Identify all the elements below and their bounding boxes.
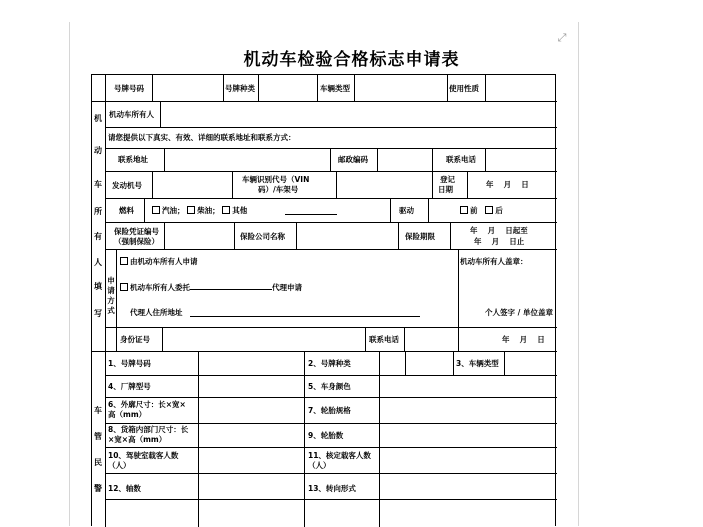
- apply-agent-option[interactable]: [120, 282, 302, 292]
- apply-agent-prefix: 机动车所有人委托: [130, 283, 190, 292]
- label-agent-address: 代理人住所地址: [130, 308, 183, 317]
- side-label-owner-1: 机: [94, 114, 102, 123]
- side-label-police-4: 警: [94, 484, 102, 493]
- checkbox-other-fuel[interactable]: [222, 206, 230, 214]
- reg-date-value: 年 月 日: [486, 180, 529, 189]
- label-plate-type: 号牌种类: [225, 84, 255, 93]
- checkbox-gasoline[interactable]: [152, 206, 160, 214]
- drive-front-label: 前: [470, 206, 478, 215]
- fuel-diesel-label: 柴油；: [197, 206, 220, 215]
- side-label-owner-3: 车: [94, 180, 102, 189]
- checkbox-diesel[interactable]: [187, 206, 195, 214]
- label-insurance-no-2: （强制保险）: [114, 237, 159, 246]
- police-f1: 1、号牌号码: [108, 359, 151, 368]
- fuel-other-label: 其他: [232, 206, 248, 215]
- police-f6-2: 高（mm）: [108, 410, 147, 419]
- side-label-owner-8: 写: [94, 309, 102, 318]
- contact-notice: 请您提供以下真实、有效、详细的联系地址和联系方式：: [108, 133, 296, 142]
- period-start: 年 月 日起至: [470, 226, 528, 235]
- label-postcode: 邮政编码: [338, 155, 368, 164]
- drive-options[interactable]: [460, 206, 503, 215]
- label-reg-date-1: 登记: [440, 175, 455, 184]
- label-reg-date-2: 日期: [438, 185, 453, 194]
- application-form: [91, 74, 556, 526]
- checkbox-drive-rear[interactable]: [485, 206, 493, 214]
- label-agent-phone: 联系电话: [369, 335, 399, 344]
- apply-side-2: 请: [107, 286, 115, 295]
- police-f10-2: （人）: [108, 461, 131, 470]
- police-f8-1: 8、货箱内部门尺寸：长: [108, 425, 189, 434]
- fuel-options[interactable]: [152, 206, 247, 215]
- side-label-police-1: 车: [94, 406, 102, 415]
- label-usage: 使用性质: [449, 84, 479, 93]
- expand-icon[interactable]: ⤢: [557, 31, 567, 44]
- side-label-police-2: 管: [94, 432, 102, 441]
- sign-date: 年 月 日: [502, 335, 545, 344]
- side-label-owner-6: 人: [94, 258, 102, 267]
- police-f12: 12、轴数: [108, 484, 141, 493]
- checkbox-apply-self[interactable]: [120, 257, 128, 265]
- police-f4: 4、厂牌型号: [108, 382, 151, 391]
- apply-side-1: 申: [107, 276, 115, 285]
- police-f3: 3、车辆类型: [456, 359, 499, 368]
- checkbox-apply-agent[interactable]: [120, 283, 128, 291]
- police-f10-1: 10、驾驶室载客人数: [108, 451, 179, 460]
- label-signature: 个人签字 / 单位盖章: [485, 308, 553, 317]
- label-owner-seal: 机动车所有人盖章：: [460, 257, 528, 266]
- label-engine-no: 发动机号: [112, 181, 142, 190]
- side-label-owner-4: 所: [94, 207, 102, 216]
- police-f9: 9、轮胎数: [308, 431, 344, 440]
- police-f13: 13、转向形式: [308, 484, 356, 493]
- label-plate-number: 号牌号码: [114, 84, 144, 93]
- police-f8-2: ×宽×高（mm）: [108, 435, 167, 444]
- label-insurance-period: 保险期限: [405, 232, 435, 241]
- side-label-owner-2: 动: [94, 146, 102, 155]
- police-f6-1: 6、外廓尺寸：长×宽×: [108, 400, 186, 409]
- side-label-police-3: 民: [94, 458, 102, 467]
- label-vin-2: 码）/车架号: [258, 185, 299, 194]
- label-phone: 联系电话: [446, 155, 476, 164]
- police-f11-1: 11、核定载客人数: [308, 451, 371, 460]
- side-label-owner-5: 有: [94, 232, 102, 241]
- fuel-gasoline-label: 汽油；: [162, 206, 185, 215]
- label-insurer: 保险公司名称: [240, 232, 285, 241]
- label-address: 联系地址: [118, 155, 148, 164]
- apply-self-option[interactable]: [120, 257, 198, 266]
- apply-side-4: 式: [107, 306, 115, 315]
- label-owner: 机动车所有人: [109, 110, 154, 119]
- label-fuel: 燃料: [119, 206, 134, 215]
- checkbox-drive-front[interactable]: [460, 206, 468, 214]
- apply-agent-suffix: 代理申请: [272, 283, 302, 292]
- apply-side-3: 方: [107, 296, 115, 305]
- apply-self-label: 由机动车所有人申请: [130, 257, 198, 266]
- police-f2: 2、号牌种类: [308, 359, 351, 368]
- label-id-no: 身份证号: [120, 335, 150, 344]
- label-drive: 驱动: [399, 206, 414, 215]
- label-vehicle-type: 车辆类型: [320, 84, 350, 93]
- side-label-owner-7: 填: [94, 282, 102, 291]
- period-end: 年 月 日止: [474, 237, 525, 246]
- form-title: 机动车检验合格标志申请表: [243, 50, 460, 70]
- police-f7: 7、轮胎规格: [308, 406, 351, 415]
- drive-rear-label: 后: [495, 206, 503, 215]
- label-vin-1: 车辆识别代号（VIN: [242, 175, 310, 184]
- label-insurance-no-1: 保险凭证编号: [114, 227, 159, 236]
- police-f11-2: （人）: [308, 461, 331, 470]
- police-f5: 5、车身颜色: [308, 382, 351, 391]
